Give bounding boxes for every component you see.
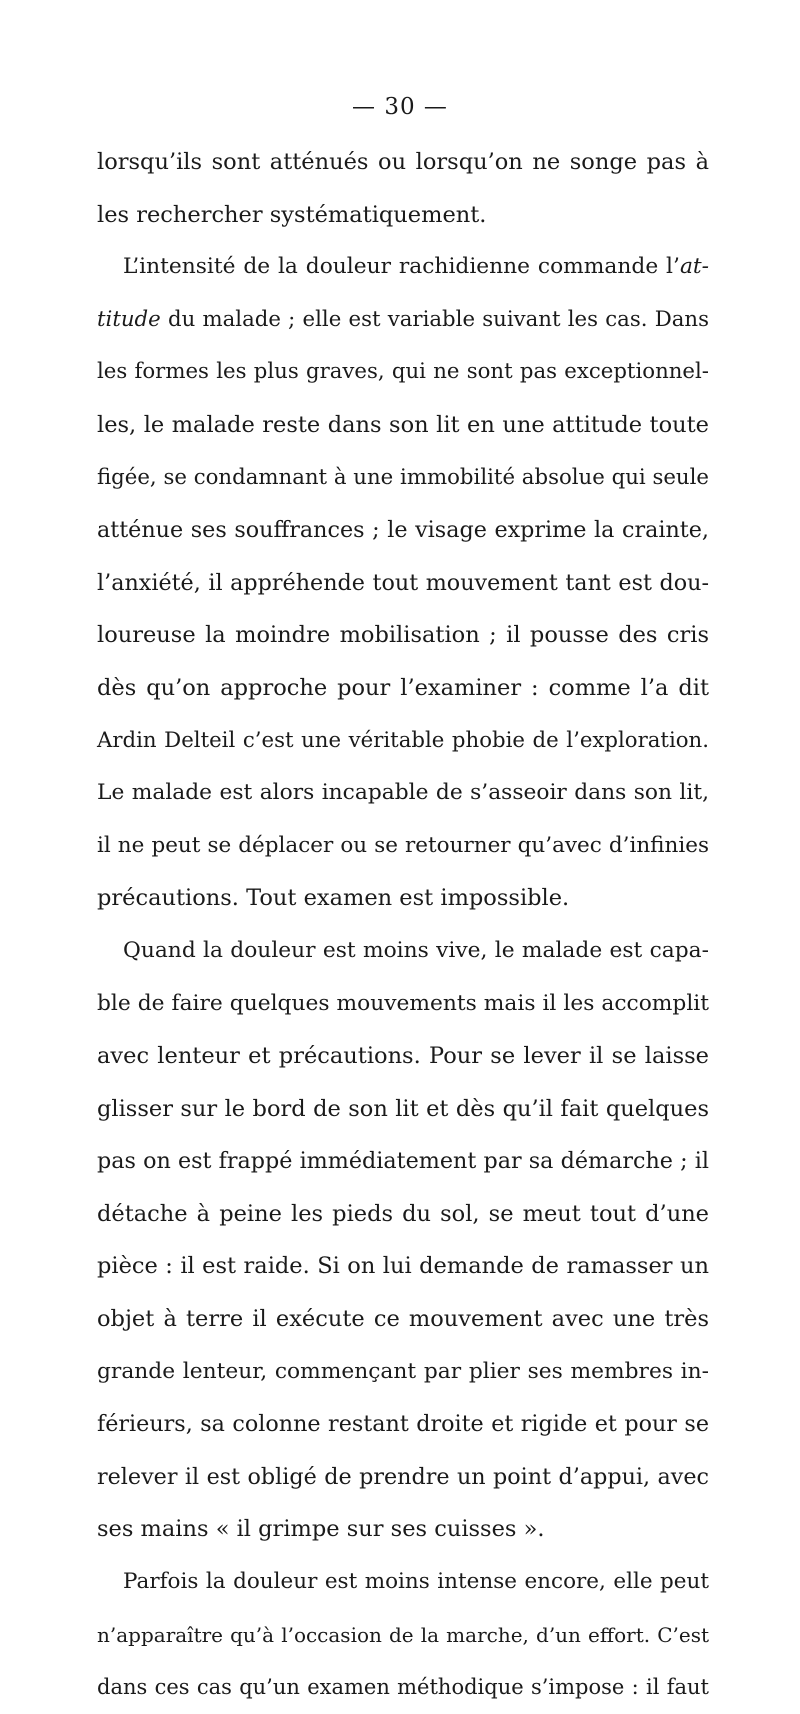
paragraph-start-line: Parfois la douleur est moins intense encore, elle peut [123, 1569, 709, 1595]
text-line: n’apparaître qu’à l’occasion de la marche, d’un effort. C’est [97, 1622, 709, 1647]
text-line: les rechercher systématiquement. [97, 201, 487, 228]
text-line: précautions. Tout examen est impossible. [97, 885, 570, 912]
text-line: pas on est frappé immédiatement par sa démarche ; il [97, 1148, 709, 1175]
text-line: les, le malade reste dans son lit en une attitude toute [97, 411, 709, 438]
text-line: relever il est obligé de prendre un point d’appui, avec [97, 1463, 709, 1490]
text-line: dans ces cas qu’un examen méthodique s’impose : il faut [97, 1675, 709, 1700]
text-line: il ne peut se déplacer ou se retourner qu’avec d’infinies [97, 832, 709, 858]
text-line: figée, se condamnant à une immobilité absolue qui seule [97, 464, 709, 490]
text-line: férieurs, sa colonne restant droite et rigide et pour se [97, 1411, 709, 1438]
text-line: titude du malade ; elle est variable suivant les cas. Dans [97, 306, 709, 332]
text-line: Le malade est alors incapable de s’asseoir dans son lit, [97, 780, 709, 806]
paragraph-start-line: Quand la douleur est moins vive, le malade est capa- [123, 937, 709, 963]
text-line: atténue ses souffrances ; le visage exprime la crainte, [97, 517, 709, 544]
text-line: l’anxiété, il appréhende tout mouvement tant est dou- [97, 569, 709, 596]
text-line: lorsqu’ils sont atténués ou lorsqu’on ne songe pas à [97, 149, 709, 175]
text-line: objet à terre il exécute ce mouvement avec une très [97, 1306, 709, 1333]
page-number: — 30 — [352, 94, 448, 120]
text-line: loureuse la moindre mobilisation ; il pousse des cris [97, 622, 709, 649]
paragraph-start-line: L’intensité de la douleur rachidienne commande l’at- [123, 254, 709, 280]
text-line: Ardin Delteil c’est une véritable phobie de l’exploration. [97, 727, 709, 753]
text-line: pièce : il est raide. Si on lui demande de ramasser un [97, 1253, 709, 1280]
text-line: détache à peine les pieds du sol, se meut tout d’une [97, 1200, 709, 1227]
text-line: dès qu’on approche pour l’examiner : comme l’a dit [97, 674, 709, 701]
text-line: les formes les plus graves, qui ne sont pas exceptionnel- [97, 359, 709, 385]
body-text [97, 136, 709, 1714]
italic-term: at- [679, 254, 709, 280]
text-line: glisser sur le bord de son lit et dès qu’il fait quelques [97, 1095, 709, 1122]
text-line: ses mains « il grimpe sur ses cuisses ». [97, 1516, 545, 1543]
text-line: grande lenteur, commençant par plier ses membres in- [97, 1358, 709, 1384]
text-line: ble de faire quelques mouvements mais il les accomplit [97, 990, 709, 1016]
text-line: avec lenteur et précautions. Pour se lever il se laisse [97, 1043, 709, 1070]
italic-term: titude [97, 306, 161, 332]
